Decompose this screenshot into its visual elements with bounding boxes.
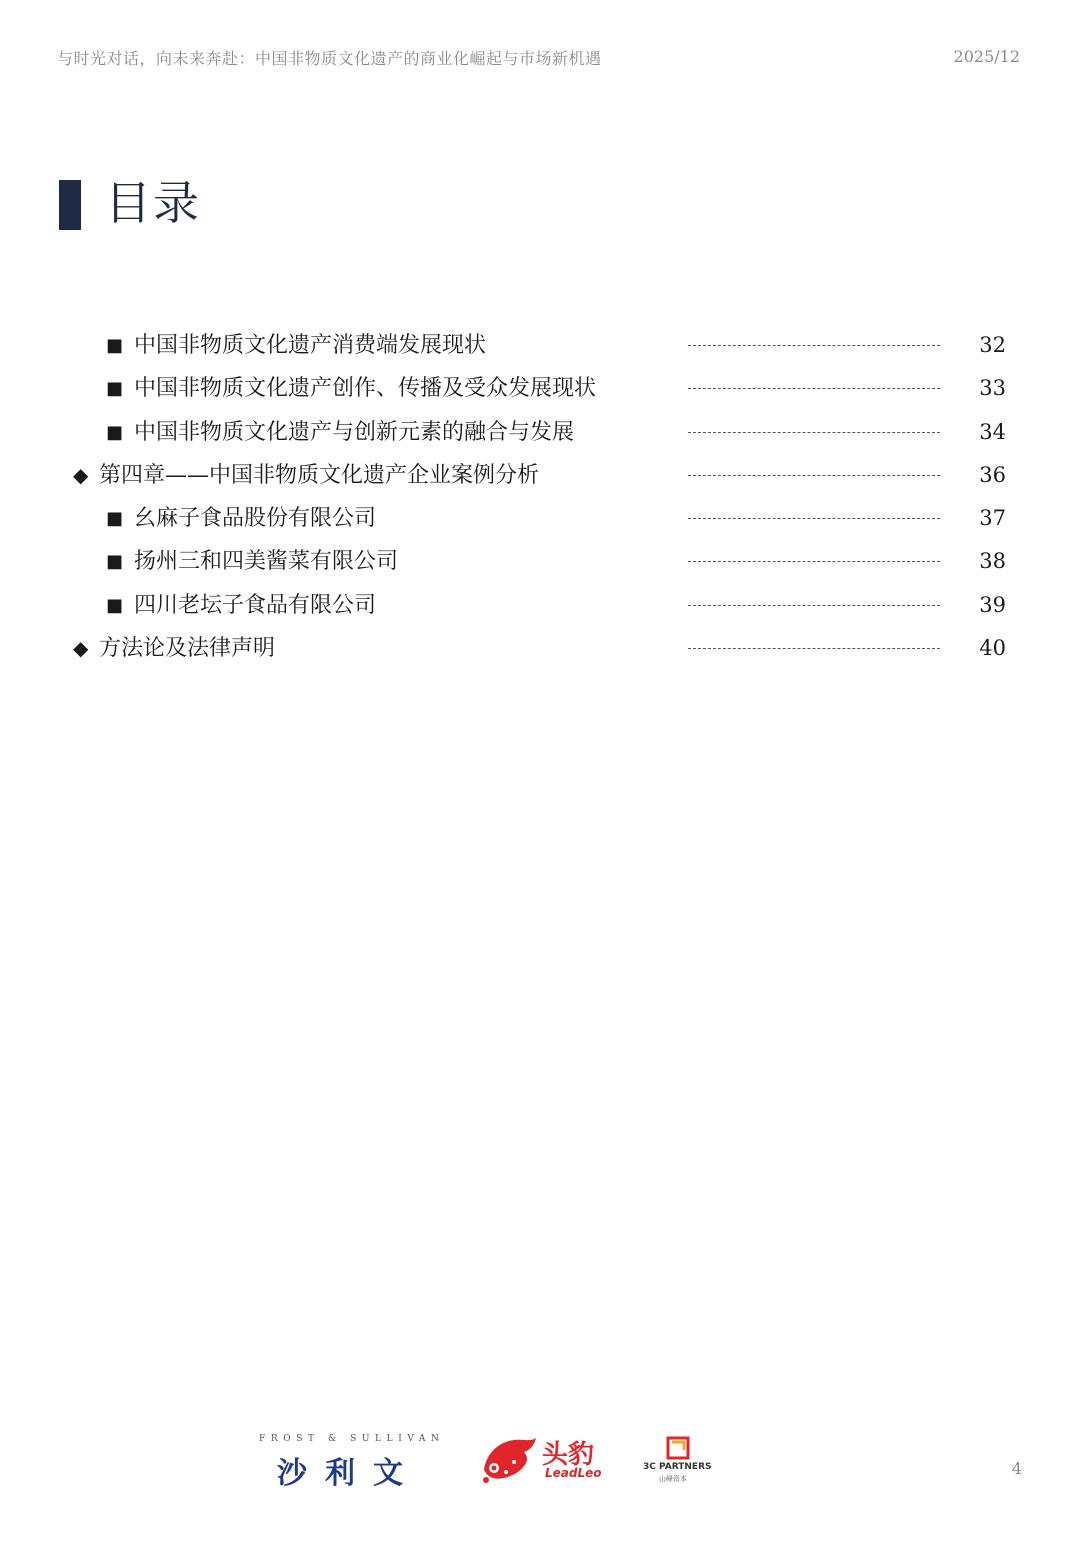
toc-entry-label: 四川老坛子食品有限公司 [134, 592, 377, 618]
toc-entry[interactable] [0, 584, 1080, 627]
running-header-title: 与时光对话，向未来奔赴：中国非物质文化遗产的商业化崛起与市场新机遇 [57, 49, 602, 68]
toc-entry[interactable] [0, 367, 1080, 410]
toc-entry-label: 扬州三和四美酱菜有限公司 [134, 549, 399, 575]
diamond-bullet-icon: ◆ [73, 462, 89, 487]
table-of-contents [0, 324, 1080, 670]
toc-entry-label: 幺麻子食品股份有限公司 [134, 506, 377, 532]
toc-entry-page: 39 [979, 592, 1006, 617]
frost-sullivan-logo [259, 1430, 454, 1491]
toc-leader-line [688, 432, 940, 433]
page-title: 目录 [105, 176, 201, 230]
square-bullet-icon: ■ [106, 378, 124, 400]
leadleo-logo [478, 1432, 608, 1488]
footer-logos [0, 1430, 1080, 1490]
toc-leader-line [688, 388, 940, 389]
toc-entry-label: 中国非物质文化遗产创作、传播及受众发展现状 [134, 376, 597, 402]
3c-partners-logo [640, 1436, 720, 1488]
leadleo-logo-en: LeadLeo [545, 1466, 602, 1480]
toc-entry-page: 32 [979, 333, 1006, 357]
toc-leader-line [688, 518, 940, 519]
diamond-bullet-icon: ◆ [73, 636, 89, 661]
page-number: 4 [1011, 1459, 1022, 1478]
toc-entry-page: 37 [979, 506, 1006, 531]
toc-entry[interactable] [0, 540, 1080, 583]
title-accent-bar [59, 180, 81, 230]
toc-entry-page: 33 [979, 376, 1006, 401]
toc-entry-page: 40 [979, 636, 1006, 661]
3c-partners-logo-cn: 山峰资本 [659, 1475, 687, 1483]
toc-entry[interactable] [0, 454, 1080, 497]
toc-entry-label: 中国非物质文化遗产消费端发展现状 [134, 333, 487, 358]
toc-entry[interactable] [0, 411, 1080, 454]
3c-partners-mark-icon [666, 1436, 690, 1460]
running-header-date: 2025/12 [953, 47, 1020, 66]
toc-leader-line [688, 561, 940, 562]
square-bullet-icon: ■ [106, 594, 124, 616]
toc-leader-line [688, 475, 940, 476]
toc-entry-label: 方法论及法律声明 [99, 636, 276, 662]
leopard-icon [478, 1432, 540, 1486]
toc-leader-line [688, 345, 940, 346]
frost-sullivan-logo-cn: 沙利文 [277, 1456, 421, 1491]
toc-entry[interactable] [0, 497, 1080, 540]
square-bullet-icon: ■ [106, 508, 124, 530]
3c-partners-logo-en: 3C PARTNERS [643, 1462, 712, 1472]
toc-entry[interactable] [0, 324, 1080, 367]
toc-entry-page: 34 [979, 419, 1006, 444]
square-bullet-icon: ■ [106, 551, 124, 573]
toc-entry-label: 第四章——中国非物质文化遗产企业案例分析 [99, 462, 540, 488]
toc-entry-page: 38 [979, 549, 1006, 574]
toc-leader-line [688, 648, 940, 649]
square-bullet-icon: ■ [106, 421, 124, 443]
leadleo-logo-cn: 头豹 [542, 1440, 595, 1470]
toc-entry[interactable] [0, 627, 1080, 670]
toc-entry-label: 中国非物质文化遗产与创新元素的融合与发展 [134, 419, 575, 445]
square-bullet-icon: ■ [106, 335, 124, 356]
toc-leader-line [688, 605, 940, 606]
frost-sullivan-logo-en: FROST & SULLIVAN [259, 1434, 445, 1444]
toc-entry-page: 36 [979, 462, 1006, 487]
